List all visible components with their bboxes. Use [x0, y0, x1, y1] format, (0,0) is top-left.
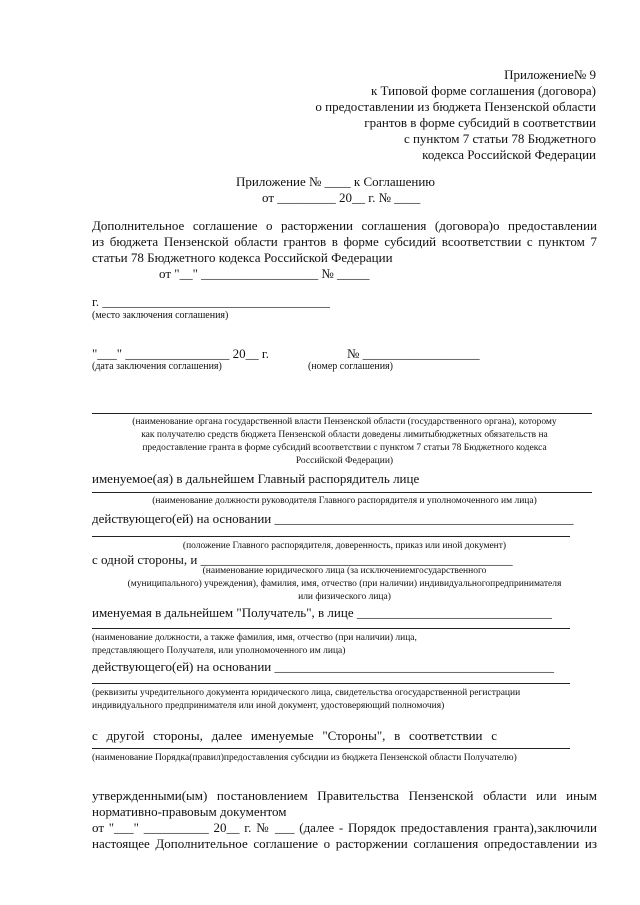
approved-text: утвержденными(ым) постановлением Правительства Пензенской области или иным	[92, 788, 597, 803]
approved-text: от "___" __________ 20__ г. № ___ (далее - Порядок предоставления гранта),заключили	[92, 820, 597, 835]
organ-name-line	[92, 413, 592, 414]
requisites-line	[92, 683, 570, 684]
named-main-distributor: именуемое(ая) в дальнейшем Главный распорядитель лице	[92, 471, 420, 486]
organ-caption: (наименование органа государственной власти Пензенской области (государственного органа), которому	[132, 417, 557, 427]
representative-line	[92, 628, 570, 629]
header-line: грантов в форме субсидий в соответствии	[364, 115, 596, 130]
requisites-caption: индивидуального предпринимателя или иной документ, удостоверяющий полномочия)	[92, 701, 445, 711]
header-line: о предоставлении из бюджета Пензенской области	[315, 99, 596, 114]
agreement-number-field: № __________________	[347, 346, 480, 361]
approved-text: нормативно-правовым документом	[92, 804, 287, 819]
document-title-line: Дополнительное соглашение о расторжении соглашения (договора)о предоставлении	[92, 218, 597, 233]
order-name-line	[92, 748, 570, 749]
acting-basis-field: действующего(ей) на основании ______________________________________________	[92, 511, 574, 526]
document-title-date: от "__" __________________ № _____	[159, 266, 370, 281]
agreement-date-field: "___" ________________ 20__ г.	[92, 346, 269, 361]
agreement-number-caption: (номер соглашения)	[308, 361, 393, 372]
header-line: кодекса Российской Федерации	[422, 147, 596, 162]
entity-caption: (муниципального) учреждения), фамилия, имя, отчество (при наличии) индивидуальногопредпринимателя	[127, 579, 562, 589]
basis-line	[92, 536, 570, 537]
approved-text: настоящее Дополнительное соглашение о расторжении соглашения опредоставлении из	[92, 836, 597, 851]
one-side-field: с одной стороны, и ________________________________________________	[92, 552, 513, 567]
acting-basis-recipient-field: действующего(ей) на основании ___________________________________________	[92, 659, 555, 674]
place-field: г. ___________________________________	[92, 294, 330, 309]
organ-caption: предоставление гранта в форме субсидий всоответствии с пунктом 7 статьи 78 Бюджетного кодекса	[142, 443, 547, 453]
header-line: к Типовой форме соглашения (договора)	[370, 83, 596, 98]
organ-caption: как получателю средств бюджета Пензенской области доведены лимитыбюджетных обязательств на	[141, 430, 548, 440]
agreement-date-caption: (дата заключения соглашения)	[92, 361, 222, 372]
head-position-caption: (наименование должности руководителя Главного распорядителя и уполномоченного им лица)	[152, 496, 537, 506]
header-line: Приложение№ 9	[504, 67, 596, 82]
other-side-text: с другой стороны, далее именуемые "Стороны", в соответствии с	[92, 728, 497, 743]
document-title-line: статьи 78 Бюджетного кодекса Российской Федерации	[92, 250, 393, 265]
basis-caption: (положение Главного распорядителя, доверенность, приказ или иной документ)	[182, 541, 507, 551]
entity-caption: или физического лица)	[298, 592, 391, 602]
requisites-caption: (реквизиты учредительного документа юридического лица, свидетельства огосударственной регистрации	[92, 688, 521, 698]
place-caption: (место заключения соглашения)	[92, 310, 229, 321]
header-line: с пунктом 7 статьи 78 Бюджетного	[403, 131, 596, 146]
organ-caption: Российской Федерации)	[295, 456, 394, 466]
head-position-line	[92, 492, 592, 493]
annex-date-number: от _________ 20__ г. № ____	[262, 190, 421, 205]
named-recipient-field: именуемая в дальнейшем "Получатель", в лице ______________________________	[92, 605, 552, 620]
representative-caption: (наименование должности, а также фамилия, имя, отчество (при наличии) лица,	[92, 633, 417, 643]
representative-caption: представляющего Получателя, или уполномоченного им лица)	[92, 646, 346, 656]
document-title-line: из бюджета Пензенской области грантов в форме субсидий всоответствии с пунктом 7	[92, 234, 597, 249]
order-caption: (наименование Порядка(правил)предоставления субсидии из бюджета Пензенской области Получателю)	[92, 753, 517, 763]
annex-title: Приложение № ____ к Соглашению	[236, 174, 435, 189]
entity-caption: (наименование юридического лица (за исключениемгосударственного	[202, 566, 487, 576]
